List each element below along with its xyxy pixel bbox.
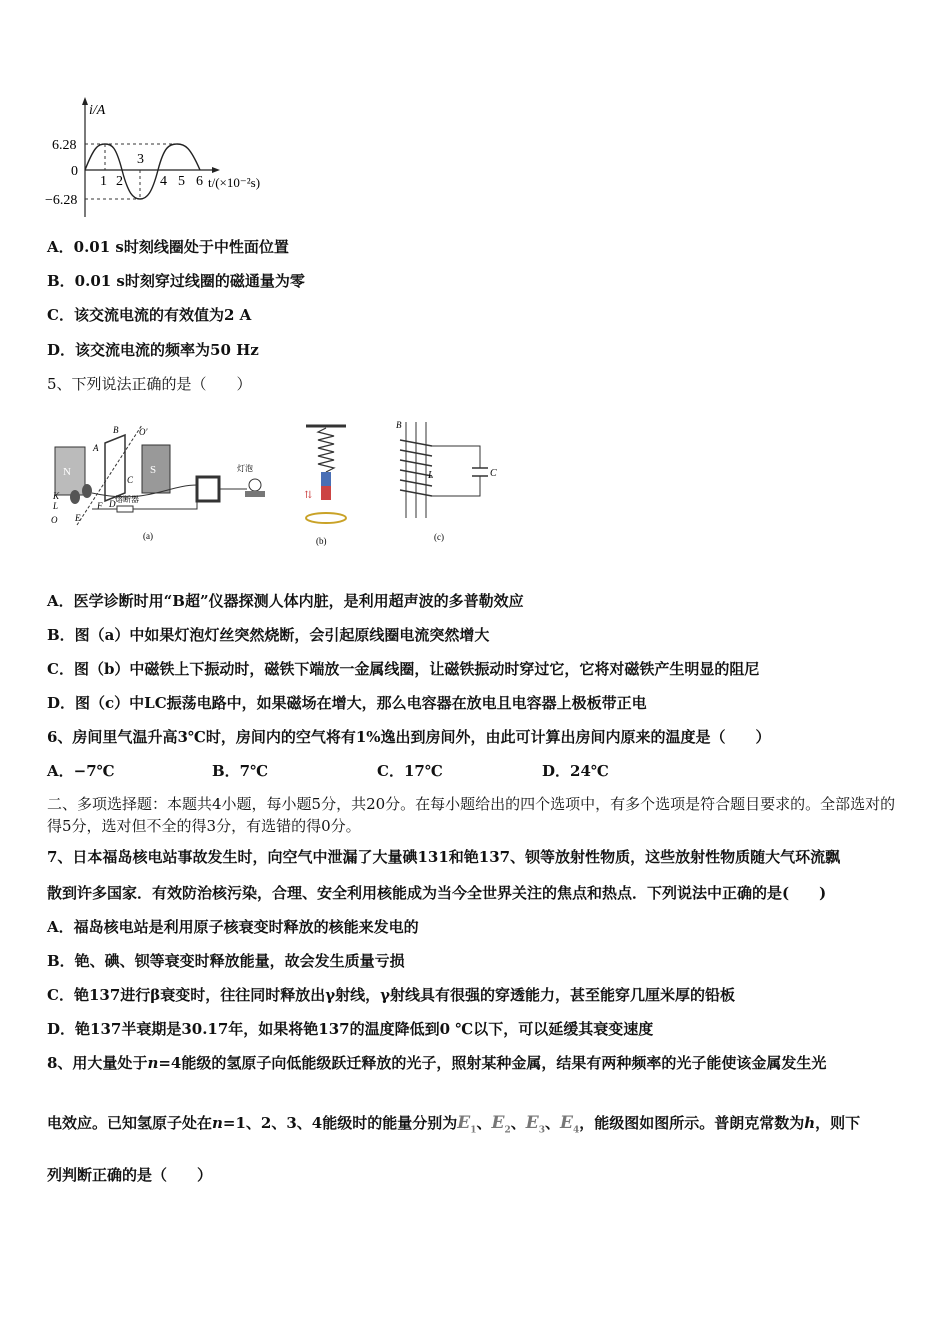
label-l: L xyxy=(53,501,59,511)
figure-b-spring-magnet xyxy=(300,420,360,550)
coil-frame xyxy=(105,435,125,501)
spring xyxy=(318,428,334,472)
y-axis-label: i/A xyxy=(89,103,106,118)
label-o-prime: O′ xyxy=(139,427,148,437)
lamp-label: 灯泡 xyxy=(237,464,253,473)
x-tick-5: 5 xyxy=(178,174,185,189)
wire-return xyxy=(92,495,197,509)
q4-option-b: B．0.01 s时刻穿过线圈的磁通量为零 xyxy=(47,272,305,290)
energy-e3: $E_3$ xyxy=(525,1113,545,1136)
x-tick-1: 1 xyxy=(100,174,107,189)
q4-option-c: C．该交流电流的有效值为2 A xyxy=(47,306,252,324)
label-s: S xyxy=(150,464,157,476)
x-tick-6: 6 xyxy=(196,174,203,189)
q6-stem: 6、房间里气温升高3℃时，房间内的空气将有1%逸出到房间外，由此可计算出房间内原来的温度是（ ） xyxy=(47,728,771,746)
metal-coil xyxy=(306,513,346,523)
label-l-c: L xyxy=(428,470,434,481)
q8-line2-b: =1、2、3、4能级时的能量分别为 xyxy=(222,1114,458,1132)
q6-option-d: D．24℃ xyxy=(542,762,609,780)
q5-option-d: D．图（c）中LC振荡电路中，如果磁场在增大，那么电容器在放电且电容器上极板带正电 xyxy=(47,694,647,712)
caption-a: (a) xyxy=(143,531,153,541)
fuse-label: 熔断器 xyxy=(115,495,139,504)
label-n: N xyxy=(63,466,71,478)
caption-b: (b) xyxy=(316,536,327,546)
energy-e4: $E_4$ xyxy=(560,1113,580,1136)
label-d: D xyxy=(109,499,116,509)
q5-stem: 5、下列说法正确的是（ ） xyxy=(47,375,252,393)
q4-option-d: D．该交流电流的频率为50 Hz xyxy=(47,341,259,359)
magnet-bottom xyxy=(321,486,331,500)
q6-option-b: B．7℃ xyxy=(212,762,269,780)
q8-line1-b: =4能级的氢原子向低能级跃迁释放的光子，照射某种金属，结果有两种频率的光子能使该金属发生光 xyxy=(158,1054,827,1072)
q7-option-a: A．福岛核电站是利用原子核衰变时释放的核能来发电的 xyxy=(47,918,419,936)
q8-line2-d: ，则下 xyxy=(815,1114,861,1132)
label-o: O xyxy=(51,515,58,525)
label-b: B xyxy=(113,425,119,435)
label-a: A xyxy=(93,443,99,453)
q7-option-b: B．铯、碘、钡等衰变时释放能量，故会发生质量亏损 xyxy=(47,952,405,970)
sep-3: 、 xyxy=(544,1114,560,1132)
sep-1: 、 xyxy=(476,1114,492,1132)
label-c: C xyxy=(127,475,134,485)
caption-c: (c) xyxy=(434,532,444,542)
x-tick-3: 3 xyxy=(137,152,144,167)
q7-stem-line1: 7、日本福岛核电站事故发生时，向空气中泄漏了大量碘131和铯137、钡等放射性物质，这些放射性物质随大气环流飘 xyxy=(47,848,841,866)
figure-a-generator xyxy=(47,425,277,545)
q7-option-d: D．铯137半衰期是30.17年，如果将铯137的温度降低到0 ℃以下，可以延缓其衰变速度 xyxy=(47,1020,654,1038)
slip-ring-2 xyxy=(82,484,92,498)
magnet-top xyxy=(321,472,331,486)
q4-option-a: A．0.01 s时刻线圈处于中性面位置 xyxy=(47,238,289,256)
y-max-label: 6.28 xyxy=(52,138,77,153)
transformer xyxy=(197,477,219,501)
q8-line2-c: ，能级图如图所示。普朗克常数为 xyxy=(579,1114,805,1132)
y-min-label: −6.28 xyxy=(45,193,78,208)
sep-2: 、 xyxy=(510,1114,526,1132)
q8-h: h xyxy=(804,1114,816,1132)
x-axis-arrow xyxy=(212,167,220,173)
label-k: K xyxy=(53,491,60,501)
q8-n-1: n xyxy=(147,1054,159,1072)
q5-option-a: A．医学诊断时用“B超”仪器探测人体内脏，是利用超声波的多普勒效应 xyxy=(47,592,524,610)
section-2-heading: 二、多项选择题：本题共4小题，每小题5分，共20分。在每小题给出的四个选项中，有多个选项是符合题目要求的。全部选对的得5分，选对但不全的得3分，有选错的得0分。 xyxy=(47,795,896,835)
q8-line1-a: 8、用大量处于 xyxy=(47,1054,148,1072)
lamp-base xyxy=(245,491,265,497)
slip-ring-1 xyxy=(70,490,80,504)
label-b-c: B xyxy=(396,420,402,430)
energy-e1: $E_1$ xyxy=(457,1113,477,1136)
q8-stem-line3: 列判断正确的是（ ） xyxy=(47,1166,213,1184)
current-time-graph xyxy=(40,95,300,225)
x-tick-4: 4 xyxy=(160,174,167,189)
q6-option-a: A．−7℃ xyxy=(47,762,115,780)
q6-option-c: C．17℃ xyxy=(377,762,443,780)
q8-n-2: n xyxy=(212,1114,223,1132)
label-f: F xyxy=(97,501,103,511)
q8-line2-a: 电效应。已知氢原子处在 xyxy=(47,1114,213,1132)
fuse xyxy=(117,506,133,512)
label-c-c: C xyxy=(490,468,497,479)
y-axis-arrow xyxy=(82,97,88,105)
zero-label: 0 xyxy=(71,164,78,179)
q8-stem-line1 xyxy=(47,1052,826,1073)
q8-stem-line2 xyxy=(47,1112,860,1135)
x-axis-label: t/(×10⁻²s) xyxy=(208,175,261,190)
q5-option-b: B．图（a）中如果灯泡灯丝突然烧断，会引起原线圈电流突然增大 xyxy=(47,626,490,644)
figure-c-lc-circuit xyxy=(390,418,510,548)
q7-option-c: C．铯137进行β衰变时，往往同时释放出γ射线，γ射线具有很强的穿透能力，甚至能穿几厘米厚的铅板 xyxy=(47,986,736,1004)
x-tick-2: 2 xyxy=(116,174,123,189)
energy-e2: $E_2$ xyxy=(491,1113,511,1136)
vibration-arrow: ⇅ xyxy=(304,490,313,501)
label-e: E xyxy=(75,513,81,523)
lamp-bulb xyxy=(249,479,261,491)
q5-option-c: C．图（b）中磁铁上下振动时，磁铁下端放一金属线圈，让磁铁振动时穿过它，它将对磁铁产生明显的阻尼 xyxy=(47,660,760,678)
circuit-wire xyxy=(432,446,480,496)
q7-stem-line2: 散到许多国家．有效防治核污染，合理、安全利用核能成为当今全世界关注的焦点和热点．下列说法中正确的是( ) xyxy=(47,884,827,902)
